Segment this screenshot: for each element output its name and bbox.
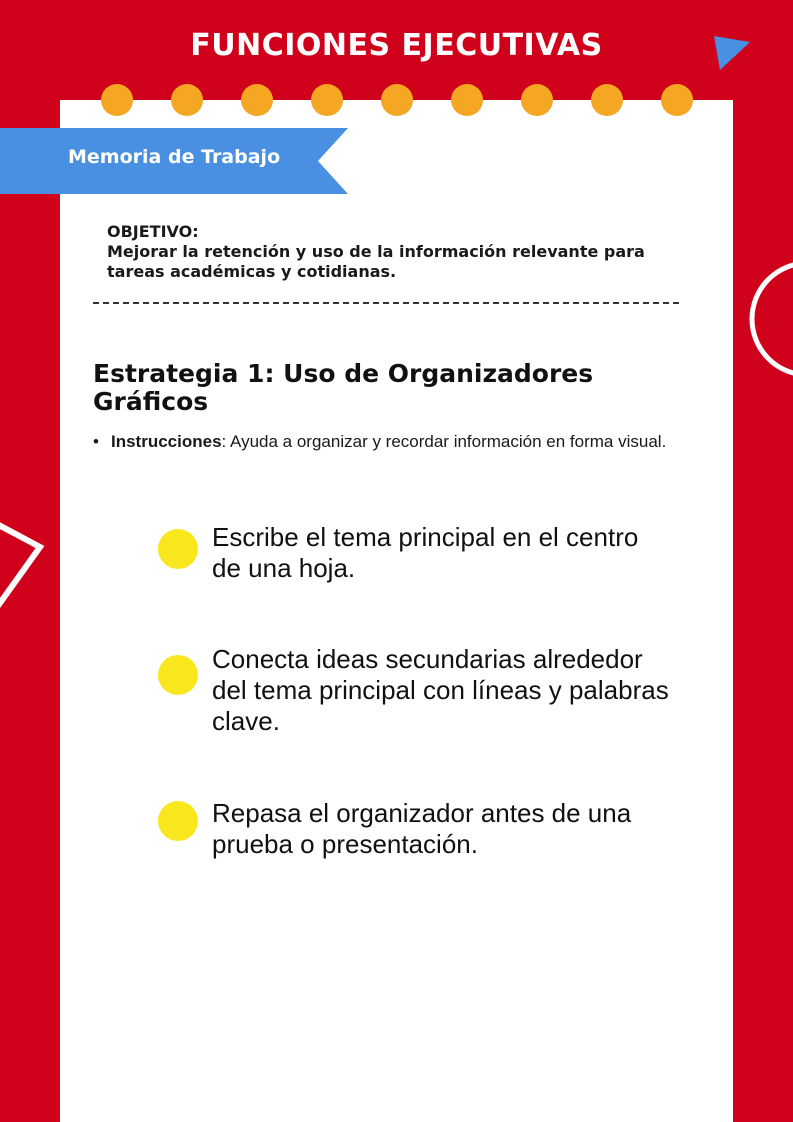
binder-dot [381, 84, 413, 116]
binder-dot [101, 84, 133, 116]
binder-dot [591, 84, 623, 116]
binder-dot [241, 84, 273, 116]
objective-block [107, 222, 677, 282]
page-title: FUNCIONES EJECUTIVAS [190, 28, 603, 63]
step-dot-icon [158, 529, 198, 569]
instructions-label: Instrucciones [111, 432, 222, 451]
step-text: Repasa el organizador antes de una prueba o presentación. [212, 798, 632, 859]
objective-text: Mejorar la retención y uso de la información relevante para tareas académicas y cotidianas. [107, 242, 645, 281]
instructions-item [93, 432, 673, 452]
step-text: Escribe el tema principal en el centro de una hoja. [212, 522, 639, 583]
dashed-divider [93, 302, 679, 304]
step-dot-icon [158, 655, 198, 695]
section-ribbon [0, 128, 348, 194]
step-dot-icon [158, 801, 198, 841]
circle-decoration-icon [748, 262, 793, 382]
binder-dot [311, 84, 343, 116]
instructions-text: : Ayuda a organizar y recordar información en forma visual. [221, 432, 667, 451]
step-text: Conecta ideas secundarias alrededor del tema principal con líneas y palabras clave. [212, 644, 669, 736]
section-title: Memoria de Trabajo [68, 146, 281, 168]
strategy-title: Estrategia 1: Uso de Organizadores Gráficos [93, 359, 594, 416]
bullet-icon: • [93, 432, 99, 451]
binder-dot [451, 84, 483, 116]
triangle-icon [712, 36, 750, 70]
binder-dots [101, 84, 693, 116]
diamond-decoration-icon [0, 505, 50, 625]
binder-dot [521, 84, 553, 116]
binder-dot [661, 84, 693, 116]
binder-dot [171, 84, 203, 116]
objective-label: OBJETIVO: [107, 222, 199, 241]
